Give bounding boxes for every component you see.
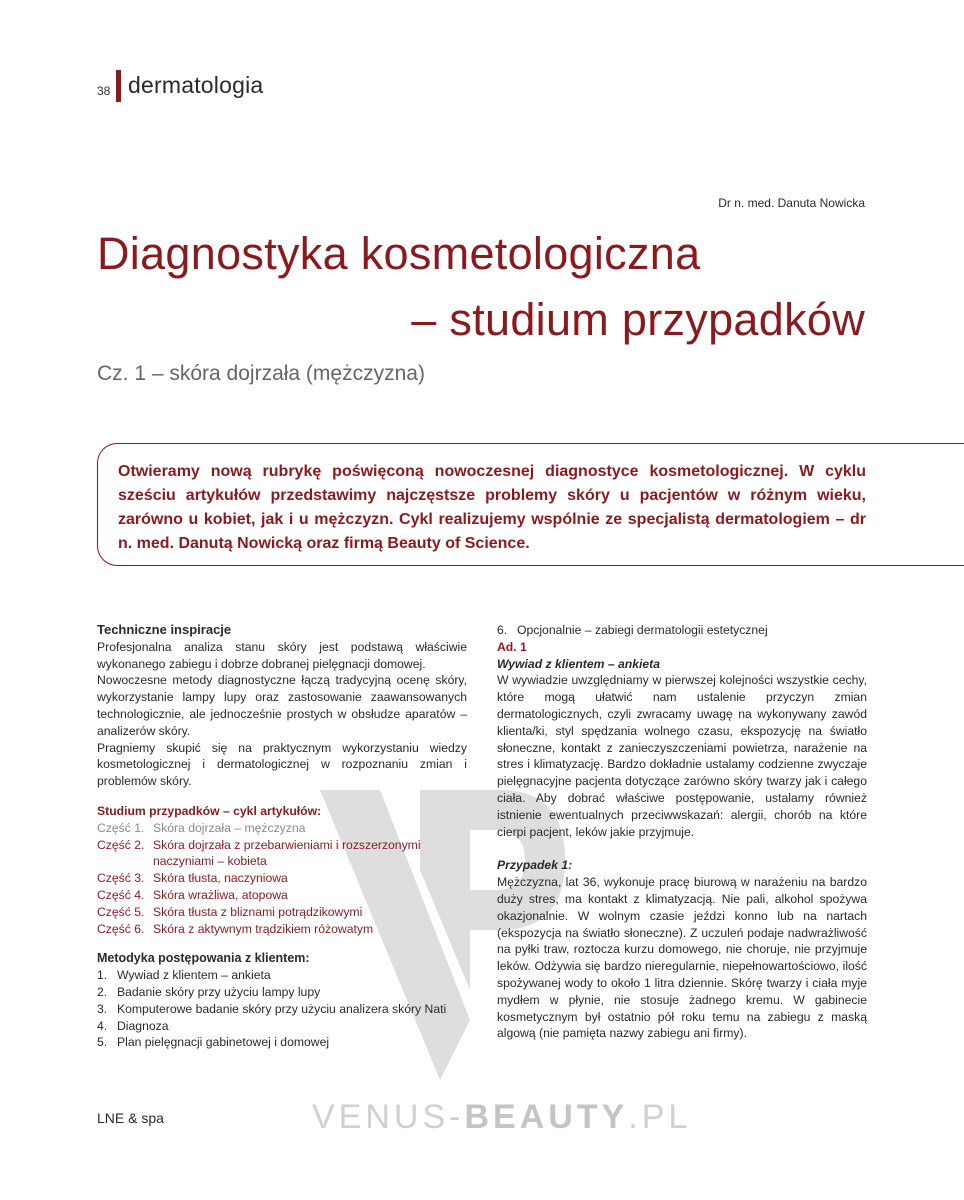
intro-text: Otwieramy nową rubrykę poświęconą nowoczesnej diagnostyce kosmetologicznej. W cyklu sześciu artykułów przedstawimy najczęstsze problemy skóry u pacjentów w różnym wieku, zarówno u kobiet, jak i u mężczyzn. Cykl realizujemy wspólnie ze specjalistą dermatologiem – dr n. med. Danutą Nowicką oraz firmą Beauty of Science. — [118, 463, 866, 552]
ad-heading: Ad. 1 — [497, 639, 527, 654]
author-name: Dr n. med. Danuta Nowicka — [718, 196, 865, 210]
watermark-text: VENUS-BEAUTY.PL — [312, 1098, 692, 1136]
paragraph: Profesjonalna analiza stanu skóry jest podstawą właściwie wykonanego zabiegu i dobrze dobranej pielęgnacji domowej. — [97, 639, 467, 671]
paragraph: Pragniemy skupić się na praktycznym wykorzystaniu wiedzy kosmetologicznej i dermatologicznej w rozpoznaniu zmian i problemów skóry. — [97, 740, 467, 789]
method-step: 3. Komputerowe badanie skóry przy użyciu analizera skóry Nati — [97, 1001, 447, 1016]
method-step: 5. Plan pielęgnacji gabinetowej i domowej — [97, 1035, 330, 1050]
series-item: Część 1. Skóra dojrzała – mężczyzna — [97, 820, 306, 835]
paragraph: W wywiadzie uwzględniamy w pierwszej kolejności wszystkie cechy, które mogą ułatwić nam ustalenie przyczyn zmian dermatologicznych, czyli zwracamy uwagę na wykonywany zawód klienta/ki, styl spędzania wolnego czasu, ekspozycję na światło słoneczne, kontakt z zanieczyszczeniami powietrza, narażenie na stres i klimatyzację. Bardzo dokładnie ustalamy codzienne zwyczaje pielęgnacyjne pacjenta dotyczące zarówno skóry twarzy jak i całego ciała. Aby dobrać właściwe postępowanie, ustalamy również istnienie ewentualnych przeciwwskazań: alergii, chorób na które cierpi pacjent, leków jakie przyjmuje. — [497, 673, 867, 839]
article-subtitle: Cz. 1 – skóra dojrzała (mężczyzna) — [97, 362, 425, 385]
series-item: Część 4. Skóra wrażliwa, atopowa — [97, 887, 288, 902]
paragraph: Nowoczesne metody diagnostyczne łączą tradycyjną ocenę skóry, wykorzystanie lampy lupy oraz zastosowanie zaawansowanych technologicznie, ale jednocześnie prostych w obsłudze aparatów – analizerów skóry. — [97, 673, 467, 738]
series-item: Część 5. Skóra tłusta z bliznami potrądzikowymi — [97, 904, 363, 919]
header-accent-bar — [116, 70, 121, 102]
left-column — [97, 622, 467, 1051]
method-step: 2. Badanie skóry przy użyciu lampy lupy — [97, 984, 321, 999]
article-title-line-2: – studium przypadków — [411, 294, 865, 345]
ad-subheading: Wywiad z klientem – ankieta — [497, 656, 661, 671]
method-list — [97, 967, 467, 1051]
paragraph: Mężczyzna, lat 36, wykonuje pracę biurową w narażeniu na bardzo duży stres, ma kontakt z klimatyzacją. Nie pali, alkohol spożywa okazjonalnie. W wolnym czasie jeździ konno lub na nartach (ekspozycja na światło słoneczne). Z uczuleń podaje nadwrażliwość na pyłki traw, roztocza kurzu domowego, nie choruje, nie przyjmuje leków. Odżywia się bardzo nieregularnie, niepełnowartościowo, ilość spożywanej wody to około 1 litra dziennie. Skórę twarzy i ciała myje mydłem w płynie, nie stosuje żadnego kremu. W gabinecie kosmetycznym był ostatnio pół roku temu na zabiegu z maską algową (nie pamięta nazwy zabiegu ani firmy). — [497, 875, 867, 1041]
article-title-line-1: Diagnostyka kosmetologiczna — [97, 228, 701, 279]
series-item: Część 2. Skóra dojrzała z przebarwieniami i rozszerzonymi naczyniami – kobieta — [97, 837, 421, 869]
method-heading: Metodyka postępowania z klientem: — [97, 951, 310, 966]
page-number: 38 — [97, 84, 111, 98]
series-item: Część 3. Skóra tłusta, naczyniowa — [97, 871, 288, 886]
section-name: dermatologia — [128, 72, 264, 98]
method-step: 4. Diagnoza — [97, 1018, 169, 1033]
series-item: Część 6. Skóra z aktywnym trądzikiem różowatym — [97, 921, 374, 936]
method-step: 6. Opcjonalnie – zabiegi dermatologii estetycznej — [497, 623, 768, 637]
series-list — [97, 820, 467, 938]
footer-brand: LNE & spa — [97, 1110, 164, 1126]
section-heading-inspirations: Techniczne inspiracje — [97, 622, 232, 637]
case-heading: Przypadek 1: — [497, 858, 573, 873]
method-step: 1. Wywiad z klientem – ankieta — [97, 968, 271, 983]
series-heading: Studium przypadków – cykl artykułów: — [97, 803, 322, 818]
right-column — [497, 622, 867, 1042]
